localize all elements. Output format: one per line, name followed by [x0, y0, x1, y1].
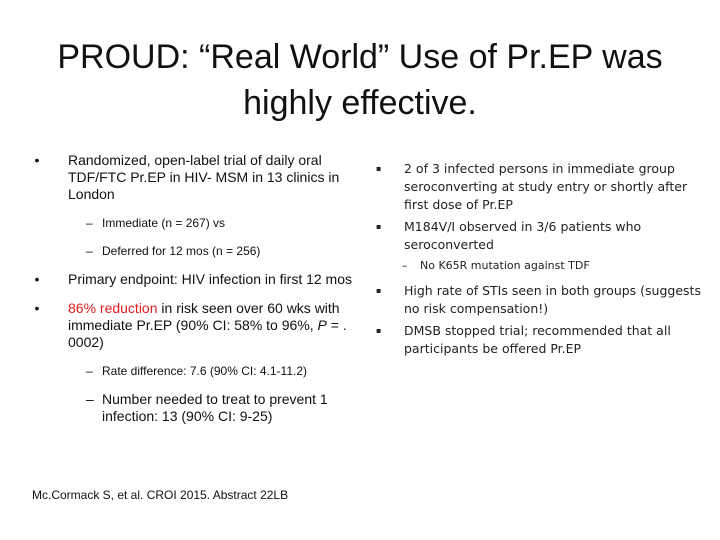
bullet-sti-rate: [372, 282, 712, 318]
bullet-text: Primary endpoint: HIV infection in first 12 mos: [68, 271, 353, 287]
sub-bullet-immediate: [30, 215, 360, 231]
sub-bullet-text: Rate difference: 7.6 (90% CI: 4.1-11.2): [102, 364, 308, 378]
bullet-text: Randomized, open-label trial of daily oral TDF/FTC Pr.EP in HIV- MSM in 13 clinics in London: [68, 152, 340, 202]
reduction-detail: in risk seen over 60 wks with immediate Pr.EP (90% CI: 58% to 96%,: [68, 300, 340, 333]
sub-bullet-marker: –: [86, 216, 93, 230]
square-bullet-icon: ▪: [376, 326, 382, 335]
sub-bullet-marker: –: [86, 364, 93, 378]
slide-title: PROUD: “Real World” Use of Pr.EP was highly effective.: [57, 38, 663, 122]
bullet-reduction: [30, 300, 360, 351]
bullet-text: M184V/I observed in 3/6 patients who seroconverted: [404, 219, 642, 252]
square-bullet-icon: ▪: [376, 222, 382, 231]
bullet-text: [68, 300, 347, 350]
bullet-infected-persons: [372, 160, 712, 214]
square-bullet-icon: ▪: [376, 164, 382, 173]
bullet-m184v: [372, 218, 712, 254]
sub-bullet-text: Number needed to treat to prevent 1 infection: 13 (90% CI: 9-25): [102, 391, 328, 424]
highlight-reduction: 86% reduction: [68, 300, 158, 316]
sub-bullet-k65r: [372, 258, 712, 274]
bullet-text: DMSB stopped trial; recommended that all participants be offered Pr.EP: [404, 323, 671, 356]
square-bullet-icon: ▪: [376, 286, 382, 295]
bullet-study-design: [30, 152, 360, 203]
sub-bullet-text: Deferred for 12 mos (n = 256): [102, 244, 261, 258]
p-value: = . 0002): [68, 317, 347, 350]
bullet-text: High rate of STIs seen in both groups (suggests no risk compensation!): [404, 283, 701, 316]
sub-bullet-rate-difference: [30, 363, 360, 379]
citation: Mc.Cormack S, et al. CROI 2015. Abstract 22LB: [32, 488, 289, 502]
left-column: [30, 152, 360, 437]
p-symbol: P: [317, 317, 327, 333]
bullet-text: 2 of 3 infected persons in immediate group seroconverting at study entry or shortly after first dose of Pr.EP: [404, 161, 688, 212]
sub-bullet-deferred: [30, 243, 360, 259]
bullet-marker: •: [34, 271, 40, 287]
right-column: [372, 160, 712, 362]
sub-bullet-text: No K65R mutation against TDF: [420, 259, 590, 272]
bullet-primary-endpoint: [30, 271, 360, 288]
sub-bullet-nnt: [30, 391, 360, 425]
sub-bullet-marker: –: [402, 259, 408, 272]
bullet-marker: •: [34, 300, 40, 316]
bullet-dmsb: [372, 322, 712, 358]
sub-bullet-marker: –: [86, 391, 94, 407]
bullet-marker: •: [34, 152, 40, 168]
sub-bullet-marker: –: [86, 244, 93, 258]
sub-bullet-text: Immediate (n = 267) vs: [102, 216, 226, 230]
